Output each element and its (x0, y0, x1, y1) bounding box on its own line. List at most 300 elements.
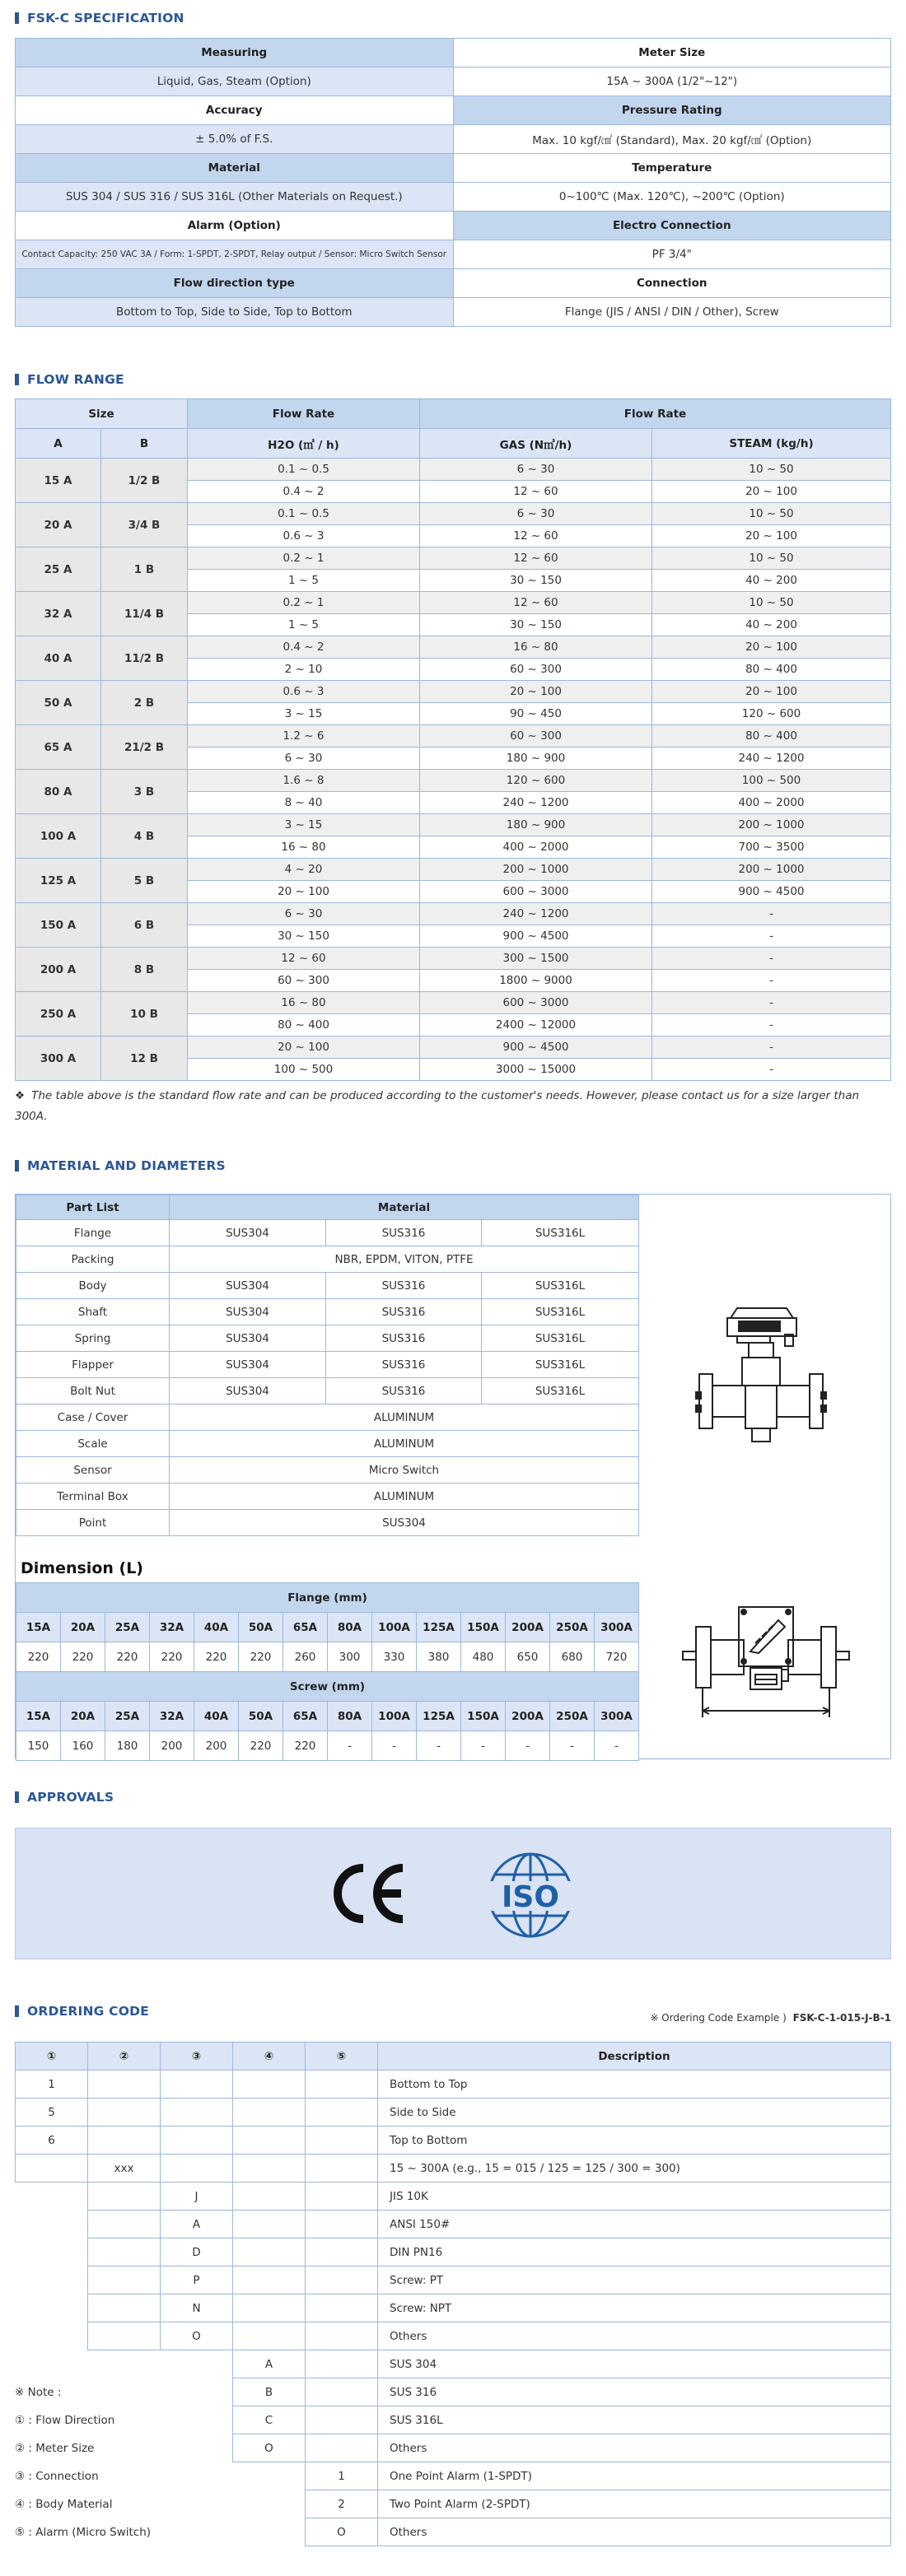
steam-cell: - (652, 992, 891, 1014)
h2o-cell: 1.2 ~ 6 (188, 725, 420, 748)
steam-cell: - (652, 1014, 891, 1036)
spec-label: Connection (453, 269, 891, 298)
h2o-cell: 3 ~ 15 (188, 814, 420, 836)
gas-cell: 1800 ~ 9000 (420, 970, 652, 992)
gas-cell: 900 ~ 4500 (420, 925, 652, 948)
h2o-cell: 16 ~ 80 (188, 836, 420, 859)
code-cell: 2 (306, 2490, 378, 2518)
part-cell: Flange (16, 1220, 170, 1246)
gas-cell: 12 ~ 60 (420, 525, 652, 547)
h2o-cell: 0.6 ~ 3 (188, 525, 420, 547)
h2o-cell: 100 ~ 500 (188, 1059, 420, 1081)
spec-value: Liquid, Gas, Steam (Option) (16, 68, 454, 96)
size-b-cell: 8 B (101, 948, 188, 992)
code-cell: 1 (306, 2462, 378, 2490)
steam-cell: 20 ~ 100 (652, 681, 891, 703)
table-row (16, 992, 891, 1014)
gas-cell: 12 ~ 60 (420, 592, 652, 614)
spec-value: 0~100℃ (Max. 120℃), ~200℃ (Option) (453, 183, 891, 212)
h2o-cell: 6 ~ 30 (188, 748, 420, 770)
empty-cell (306, 2210, 378, 2238)
gas-cell: 6 ~ 30 (420, 503, 652, 525)
h2o-cell: 3 ~ 15 (188, 703, 420, 725)
h2o-cell: 0.1 ~ 0.5 (188, 503, 420, 525)
spec-label: Electro Connection (453, 212, 891, 240)
part-cell: Case / Cover (16, 1404, 170, 1431)
empty-cell (16, 2238, 88, 2266)
note-line: ② : Meter Size (15, 2442, 95, 2455)
empty-cell (88, 2238, 161, 2266)
part-cell: Sensor (16, 1457, 170, 1484)
h2o-cell: 8 ~ 40 (188, 792, 420, 814)
description-cell: Others (378, 2322, 891, 2350)
spec-label: Material (16, 154, 454, 183)
table-row (16, 2378, 891, 2406)
table-row (16, 1352, 639, 1378)
empty-cell (16, 2350, 88, 2378)
screw-value-cell: - (461, 1731, 506, 1761)
table-row (16, 2434, 891, 2462)
approvals-panel (15, 1828, 891, 1959)
material-cell: SUS316L (482, 1273, 639, 1299)
empty-cell (306, 2099, 378, 2126)
description-cell: Two Point Alarm (2-SPDT) (378, 2490, 891, 2518)
part-cell: Body (16, 1273, 170, 1299)
empty-cell (161, 2490, 233, 2518)
code-column-header: ① (16, 2043, 88, 2071)
size-b-cell: 6 B (101, 903, 188, 948)
steam-header: STEAM (kg/h) (652, 429, 891, 459)
approvals-section-title (15, 1790, 114, 1805)
gas-cell: 240 ~ 1200 (420, 903, 652, 925)
gas-cell: 400 ~ 2000 (420, 836, 652, 859)
description-cell: SUS 304 (378, 2350, 891, 2378)
part-cell: Packing (16, 1246, 170, 1273)
empty-cell (306, 2182, 378, 2210)
material-cell: NBR, EPDM, VITON, PTFE (170, 1246, 639, 1273)
screw-value-cell: 200 (194, 1731, 239, 1761)
code-cell: 5 (16, 2099, 88, 2126)
size-a-cell: 100 A (16, 814, 101, 859)
gas-cell: 600 ~ 3000 (420, 992, 652, 1014)
flow-rate-header-1: Flow Rate (188, 399, 420, 429)
material-cell: ALUMINUM (170, 1484, 639, 1510)
size-b-cell: 12 B (101, 1036, 188, 1081)
material-cell: SUS316L (482, 1325, 639, 1352)
material-cell: SUS316 (326, 1220, 482, 1246)
table-row (16, 1299, 639, 1325)
steam-cell: 120 ~ 600 (652, 703, 891, 725)
part-cell: Point (16, 1510, 170, 1536)
material-cell: SUS304 (170, 1299, 326, 1325)
flange-title: Flange (mm) (16, 1583, 639, 1613)
h2o-cell: 60 ~ 300 (188, 970, 420, 992)
flow-note-text: The table above is the standard flow rate and can be produced according to the customer's needs. However, please contact us for a size larger than 300A. (15, 1089, 860, 1123)
empty-cell (161, 2518, 233, 2546)
material-table (16, 1195, 639, 1536)
material-cell: SUS304 (170, 1220, 326, 1246)
steam-cell: 400 ~ 2000 (652, 792, 891, 814)
size-header-cell: 200A (506, 1613, 550, 1642)
flow-range-table (15, 398, 891, 1081)
size-b-cell: 21/2 B (101, 725, 188, 770)
size-header-cell: 125A (417, 1613, 461, 1642)
table-row (16, 1036, 891, 1059)
screw-value-cell: 180 (105, 1731, 150, 1761)
code-cell: N (161, 2294, 233, 2322)
size-header-cell: 32A (150, 1702, 194, 1731)
empty-cell (88, 2294, 161, 2322)
table-row (16, 859, 891, 881)
table-row (16, 1220, 639, 1246)
empty-cell (306, 2238, 378, 2266)
gas-cell: 90 ~ 450 (420, 703, 652, 725)
size-a-cell: 20 A (16, 503, 101, 547)
table-row (16, 503, 891, 525)
material-cell: SUS316L (482, 1299, 639, 1325)
empty-cell (16, 2210, 88, 2238)
empty-cell (88, 2434, 161, 2462)
empty-cell (233, 2490, 306, 2518)
screw-title: Screw (mm) (16, 1672, 639, 1702)
flow-section-title (15, 372, 124, 387)
material-cell: SUS316 (326, 1325, 482, 1352)
steam-cell: 20 ~ 100 (652, 636, 891, 659)
empty-cell (161, 2350, 233, 2378)
table-row (16, 1404, 639, 1431)
empty-cell (306, 2378, 378, 2406)
note-line: ③ : Connection (15, 2470, 99, 2483)
code-column-header: ② (88, 2043, 161, 2071)
description-cell: One Point Alarm (1-SPDT) (378, 2462, 891, 2490)
gas-cell: 240 ~ 1200 (420, 792, 652, 814)
size-a-cell: 125 A (16, 859, 101, 903)
approvals-title: APPROVALS (27, 1790, 114, 1805)
steam-cell: 10 ~ 50 (652, 547, 891, 570)
flange-value-cell: 650 (506, 1642, 550, 1672)
table-row (16, 2266, 891, 2294)
section-marker (15, 2005, 19, 2017)
size-a-cell: 80 A (16, 770, 101, 814)
flange-value-cell: 220 (194, 1642, 239, 1672)
size-header-cell: 50A (239, 1613, 283, 1642)
size-header-cell: 80A (328, 1702, 372, 1731)
empty-cell (306, 2350, 378, 2378)
ordering-code-table (15, 2042, 891, 2546)
table-row (16, 2238, 891, 2266)
empty-cell (306, 2406, 378, 2434)
empty-cell (306, 2434, 378, 2462)
empty-cell (233, 2154, 306, 2182)
size-header-cell: 250A (550, 1702, 595, 1731)
size-header-cell: 50A (239, 1702, 283, 1731)
code-cell: A (161, 2210, 233, 2238)
spec-value: Contact Capacity: 250 VAC 3A / Form: 1-SPDT, 2-SPDT, Relay output / Sensor: Micro Switch Sensor (16, 240, 454, 269)
gas-cell: 60 ~ 300 (420, 725, 652, 748)
table-row (16, 2071, 891, 2099)
flow-note (15, 1086, 891, 1127)
flange-value-cell: 680 (550, 1642, 595, 1672)
section-marker (15, 1791, 19, 1803)
empty-cell (233, 2518, 306, 2546)
h2o-cell: 30 ~ 150 (188, 925, 420, 948)
empty-cell (161, 2099, 233, 2126)
table-row (16, 1457, 639, 1484)
empty-cell (233, 2238, 306, 2266)
ordering-title: ORDERING CODE (27, 2004, 149, 2019)
empty-cell (88, 2182, 161, 2210)
material-cell: SUS304 (170, 1510, 639, 1536)
steam-cell: - (652, 948, 891, 970)
empty-cell (233, 2099, 306, 2126)
code-cell: 6 (16, 2126, 88, 2154)
empty-cell (88, 2210, 161, 2238)
gas-cell: 16 ~ 80 (420, 636, 652, 659)
steam-cell: 900 ~ 4500 (652, 881, 891, 903)
size-b-cell: 1 B (101, 547, 188, 592)
gas-cell: 600 ~ 3000 (420, 881, 652, 903)
note-line: ① : Flow Direction (15, 2414, 115, 2427)
description-cell: 15 ~ 300A (e.g., 15 = 015 / 125 = 125 / 300 = 300) (378, 2154, 891, 2182)
table-row (16, 1378, 639, 1404)
table-row (16, 2462, 891, 2490)
part-cell: Spring (16, 1325, 170, 1352)
size-header-cell: 300A (595, 1702, 639, 1731)
screw-value-cell: 200 (150, 1731, 194, 1761)
screw-value-cell: 220 (283, 1731, 328, 1761)
table-row (16, 2182, 891, 2210)
code-cell: J (161, 2182, 233, 2210)
gas-cell: 200 ~ 1000 (420, 859, 652, 881)
steam-cell: - (652, 1059, 891, 1081)
part-list-header: Part List (16, 1195, 170, 1220)
empty-cell (306, 2126, 378, 2154)
empty-cell (233, 2071, 306, 2099)
code-column-header: ⑤ (306, 2043, 378, 2071)
gas-cell: 180 ~ 900 (420, 814, 652, 836)
gas-cell: 60 ~ 300 (420, 659, 652, 681)
ordering-example-code: FSK-C-1-015-J-B-1 (792, 2012, 891, 2024)
description-header: Description (378, 2043, 891, 2071)
size-header-cell: 100A (372, 1613, 417, 1642)
gas-cell: 120 ~ 600 (420, 770, 652, 792)
empty-cell (306, 2294, 378, 2322)
steam-cell: 20 ~ 100 (652, 525, 891, 547)
table-row (16, 725, 891, 748)
spec-label: Measuring (16, 39, 454, 68)
size-a-cell: 300 A (16, 1036, 101, 1081)
ordering-example (650, 2012, 891, 2024)
size-a-cell: 15 A (16, 459, 101, 503)
table-row (16, 1510, 639, 1536)
size-a-cell: 32 A (16, 592, 101, 636)
spec-value: PF 3/4" (453, 240, 891, 269)
dimension-title: Dimension (L) (21, 1559, 143, 1577)
steam-cell: 200 ~ 1000 (652, 859, 891, 881)
flange-value-cell: 220 (61, 1642, 105, 1672)
flange-value-cell: 220 (105, 1642, 150, 1672)
empty-cell (233, 2294, 306, 2322)
steam-cell: 10 ~ 50 (652, 459, 891, 481)
size-b-cell: 3/4 B (101, 503, 188, 547)
spec-value: ± 5.0% of F.S. (16, 125, 454, 154)
ordering-section-title (15, 2004, 149, 2019)
empty-cell (306, 2266, 378, 2294)
screw-value-cell: - (372, 1731, 417, 1761)
size-header-cell: 40A (194, 1702, 239, 1731)
steam-cell: 700 ~ 3500 (652, 836, 891, 859)
material-cell: SUS316 (326, 1352, 482, 1378)
material-cell: SUS316L (482, 1220, 639, 1246)
code-column-header: ④ (233, 2043, 306, 2071)
screw-value-cell: - (550, 1731, 595, 1761)
part-cell: Shaft (16, 1299, 170, 1325)
table-row (16, 2210, 891, 2238)
steam-cell: 240 ~ 1200 (652, 748, 891, 770)
h2o-cell: 1 ~ 5 (188, 570, 420, 592)
description-cell: Top to Bottom (378, 2126, 891, 2154)
flange-value-cell: 300 (328, 1642, 372, 1672)
part-cell: Flapper (16, 1352, 170, 1378)
table-row (16, 1273, 639, 1299)
size-b-header: B (101, 429, 188, 459)
empty-cell (233, 2210, 306, 2238)
empty-cell (233, 2126, 306, 2154)
size-header-cell: 150A (461, 1613, 506, 1642)
steam-cell: - (652, 970, 891, 992)
screw-value-cell: - (417, 1731, 461, 1761)
steam-cell: - (652, 903, 891, 925)
table-row (16, 2154, 891, 2182)
table-row (16, 459, 891, 481)
h2o-cell: 12 ~ 60 (188, 948, 420, 970)
flange-value-cell: 220 (239, 1642, 283, 1672)
size-b-cell: 3 B (101, 770, 188, 814)
empty-cell (161, 2462, 233, 2490)
spec-table (15, 38, 891, 327)
empty-cell (88, 2322, 161, 2350)
spec-label: Flow direction type (16, 269, 454, 298)
size-header-cell: 100A (372, 1702, 417, 1731)
gas-cell: 180 ~ 900 (420, 748, 652, 770)
spec-label: Accuracy (16, 96, 454, 125)
flow-title: FLOW RANGE (27, 372, 124, 387)
table-row (16, 1431, 639, 1457)
part-cell: Scale (16, 1431, 170, 1457)
spec-value: SUS 304 / SUS 316 / SUS 316L (Other Materials on Request.) (16, 183, 454, 212)
description-cell: Bottom to Top (378, 2071, 891, 2099)
iso-logo-icon (482, 1850, 579, 1940)
h2o-cell: 2 ~ 10 (188, 659, 420, 681)
steam-cell: 40 ~ 200 (652, 614, 891, 636)
material-cell: SUS316 (326, 1273, 482, 1299)
iso-logo-text: ISO (502, 1880, 559, 1914)
gas-cell: 30 ~ 150 (420, 614, 652, 636)
empty-cell (306, 2071, 378, 2099)
size-header-cell: 300A (595, 1613, 639, 1642)
gas-cell: 12 ~ 60 (420, 547, 652, 570)
section-marker (15, 1160, 19, 1172)
screw-value-cell: - (328, 1731, 372, 1761)
description-cell: Side to Side (378, 2099, 891, 2126)
gas-cell: 6 ~ 30 (420, 459, 652, 481)
empty-cell (161, 2154, 233, 2182)
flange-value-cell: 220 (16, 1642, 61, 1672)
size-header-cell: 250A (550, 1613, 595, 1642)
h2o-cell: 0.4 ~ 2 (188, 481, 420, 503)
material-cell: ALUMINUM (170, 1431, 639, 1457)
material-cell: SUS304 (170, 1378, 326, 1404)
size-b-cell: 11/2 B (101, 636, 188, 681)
material-cell: SUS316L (482, 1352, 639, 1378)
empty-cell (161, 2406, 233, 2434)
description-cell: Others (378, 2434, 891, 2462)
spec-label: Alarm (Option) (16, 212, 454, 240)
spec-label: Temperature (453, 154, 891, 183)
material-cell: SUS316 (326, 1378, 482, 1404)
h2o-cell: 0.2 ~ 1 (188, 592, 420, 614)
h2o-header: H2O (㎥ / h) (188, 429, 420, 459)
description-cell: JIS 10K (378, 2182, 891, 2210)
table-row (16, 636, 891, 659)
empty-cell (88, 2462, 161, 2490)
description-cell: SUS 316L (378, 2406, 891, 2434)
size-header-cell: 65A (283, 1702, 328, 1731)
material-cell: ALUMINUM (170, 1404, 639, 1431)
spec-section-title (15, 11, 184, 26)
material-header: Material (170, 1195, 639, 1220)
h2o-cell: 20 ~ 100 (188, 881, 420, 903)
code-cell: P (161, 2266, 233, 2294)
size-header-cell: 20A (61, 1613, 105, 1642)
gas-header: GAS (N㎥/h) (420, 429, 652, 459)
size-header-cell: 40A (194, 1613, 239, 1642)
size-a-cell: 250 A (16, 992, 101, 1036)
size-b-cell: 2 B (101, 681, 188, 725)
steam-cell: 100 ~ 500 (652, 770, 891, 792)
spec-value: 15A ~ 300A (1/2"~12") (453, 68, 891, 96)
size-a-cell: 65 A (16, 725, 101, 770)
code-cell: xxx (88, 2154, 161, 2182)
part-cell: Bolt Nut (16, 1378, 170, 1404)
size-header-cell: 125A (417, 1702, 461, 1731)
h2o-cell: 1 ~ 5 (188, 614, 420, 636)
material-title: MATERIAL AND DIAMETERS (27, 1158, 226, 1173)
size-header-cell: 15A (16, 1613, 61, 1642)
size-a-cell: 50 A (16, 681, 101, 725)
material-cell: SUS304 (170, 1325, 326, 1352)
flange-value-cell: 480 (461, 1642, 506, 1672)
empty-cell (161, 2071, 233, 2099)
size-header-cell: 20A (61, 1702, 105, 1731)
note-line: ※ Note : (15, 2386, 62, 2399)
size-b-cell: 1/2 B (101, 459, 188, 503)
steam-cell: 10 ~ 50 (652, 503, 891, 525)
gas-cell: 3000 ~ 15000 (420, 1059, 652, 1081)
size-a-cell: 40 A (16, 636, 101, 681)
empty-cell (16, 2182, 88, 2210)
screw-value-cell: - (506, 1731, 550, 1761)
steam-cell: 10 ~ 50 (652, 592, 891, 614)
empty-cell (16, 2266, 88, 2294)
section-marker (15, 374, 19, 385)
code-cell: D (161, 2238, 233, 2266)
flange-value-cell: 260 (283, 1642, 328, 1672)
material-cell: SUS304 (170, 1352, 326, 1378)
spec-title: FSK-C SPECIFICATION (27, 11, 184, 26)
spec-value: Flange (JIS / ANSI / DIN / Other), Screw (453, 298, 891, 327)
table-row (16, 1484, 639, 1510)
